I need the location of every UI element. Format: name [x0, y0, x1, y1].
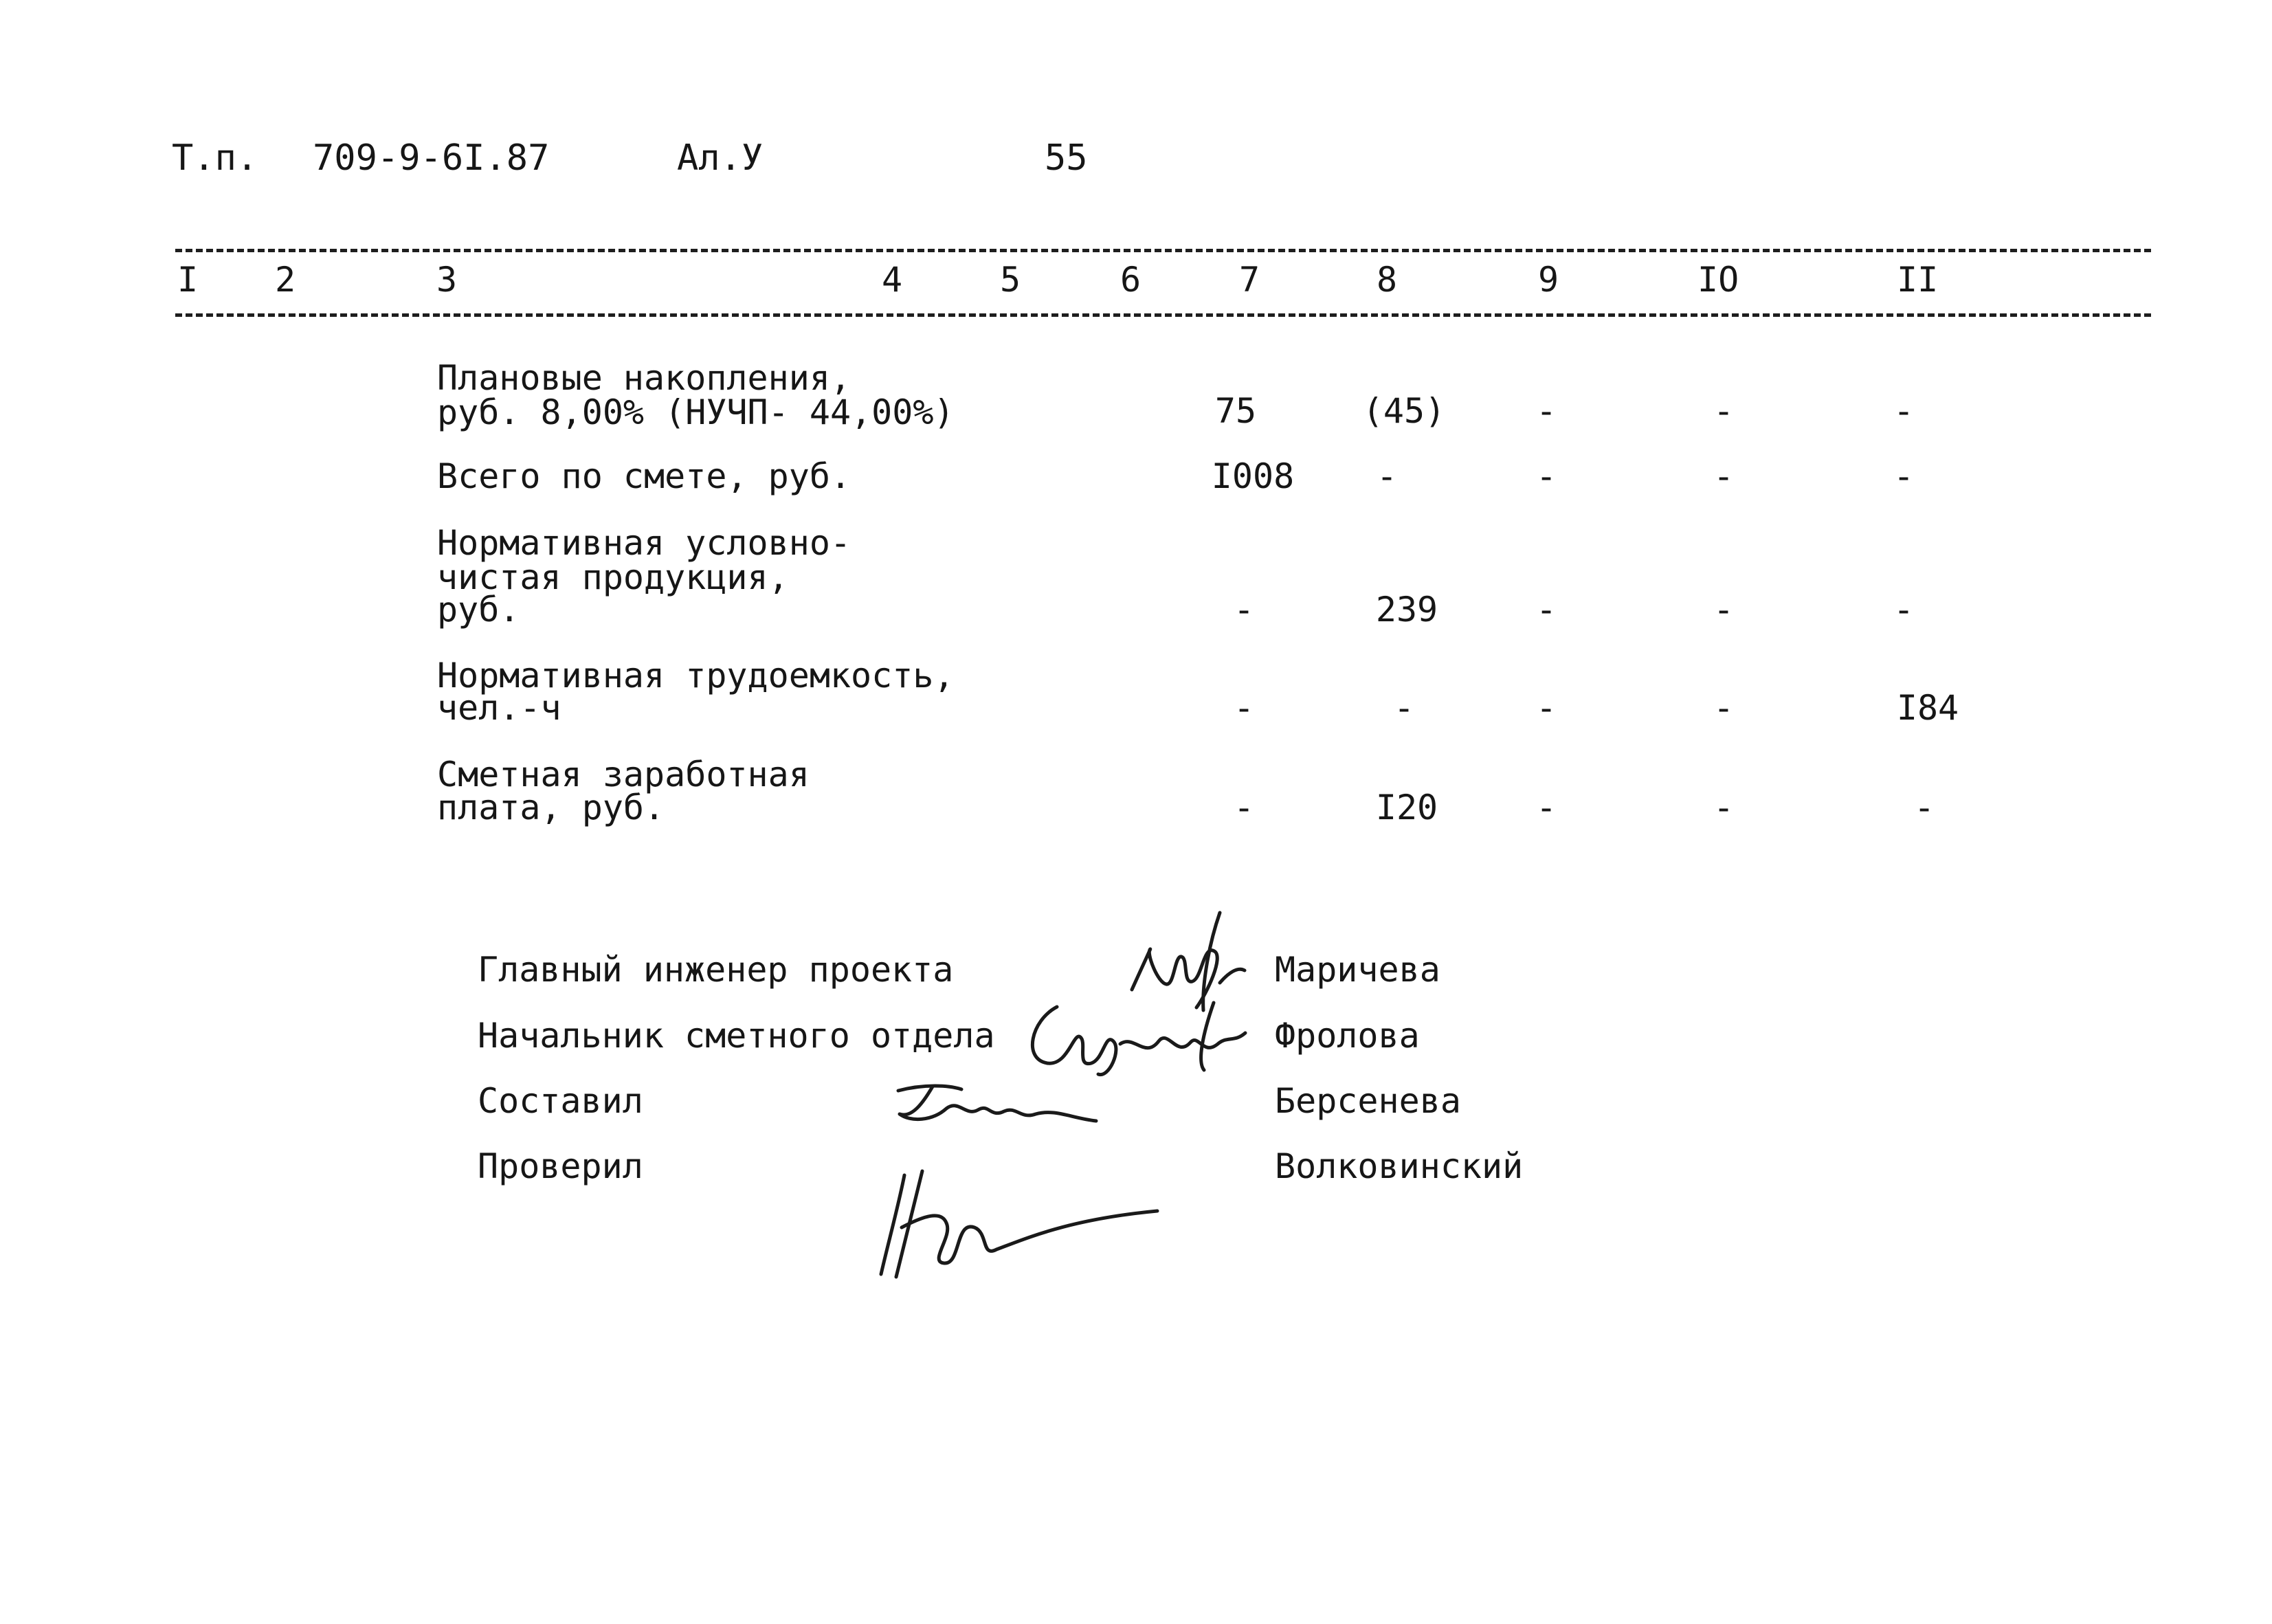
column-header-2: 2 [275, 260, 296, 300]
album-number: Ал.У [677, 137, 764, 179]
page-number: 55 [1045, 137, 1088, 179]
cell-col-11: - [1893, 391, 1915, 431]
handwritten-signature-icon [1017, 993, 1254, 1082]
header-prefix: Т.п. [172, 137, 258, 179]
cell-col-9: - [1535, 590, 1557, 630]
signatory-name: Маричева [1275, 950, 1440, 990]
row-label-line: Сметная заработная [437, 755, 810, 794]
cell-col-11: - [1893, 590, 1915, 630]
row-label-line: чел.-ч [437, 688, 561, 728]
cell-col-7: - [1233, 688, 1255, 728]
column-header-1: I [177, 260, 199, 300]
cell-col-10: - [1713, 590, 1735, 630]
signatory-title: Проверил [478, 1146, 643, 1186]
signatory-title: Составил [478, 1081, 643, 1121]
cell-col-7: 75 [1214, 391, 1257, 431]
row-label-line: плата, руб. [437, 788, 665, 827]
cell-col-8: (45) [1362, 391, 1446, 431]
cell-col-9: - [1535, 456, 1557, 496]
table-top-rule [175, 249, 2151, 252]
signatory-name: Волковинский [1275, 1146, 1524, 1186]
signatory-title: Главный инженер проекта [478, 950, 954, 990]
cell-col-9: - [1535, 391, 1557, 431]
row-label-line: руб. [437, 590, 520, 630]
column-header-4: 4 [882, 260, 903, 300]
handwritten-signature-icon [871, 1161, 1174, 1282]
row-label-line: Всего по смете, руб. [437, 456, 851, 496]
cell-col-11: - [1893, 456, 1915, 496]
table-header-rule [175, 313, 2151, 317]
row-label-line: Нормативная трудоемкость, [437, 656, 955, 696]
row-label-line: руб. 8,00% (НУЧП- 44,00%) [437, 392, 955, 432]
row-label-line: Плановые накопления, [437, 358, 851, 398]
cell-col-7: I008 [1211, 456, 1295, 496]
cell-col-8: I20 [1375, 788, 1438, 827]
column-header-8: 8 [1377, 260, 1398, 300]
column-header-5: 5 [1000, 260, 1021, 300]
cell-col-8: 239 [1375, 590, 1438, 630]
cell-col-10: - [1713, 688, 1735, 728]
cell-col-11: - [1913, 788, 1935, 827]
row-label-line: Нормативная условно- [437, 523, 851, 563]
cell-col-7: - [1233, 590, 1255, 630]
column-header-10: IO [1697, 260, 1739, 300]
column-header-7: 7 [1239, 260, 1260, 300]
column-header-9: 9 [1538, 260, 1559, 300]
project-code: 709-9-6I.87 [313, 137, 550, 179]
column-header-6: 6 [1120, 260, 1141, 300]
cell-col-10: - [1713, 456, 1735, 496]
cell-col-7: - [1233, 788, 1255, 827]
cell-col-8: - [1393, 688, 1415, 728]
cell-col-10: - [1713, 391, 1735, 431]
cell-col-9: - [1535, 688, 1557, 728]
cell-col-10: - [1713, 788, 1735, 827]
signatory-name: Фролова [1275, 1016, 1420, 1056]
cell-col-9: - [1535, 788, 1557, 827]
handwritten-signature-icon [890, 1076, 1113, 1137]
signatory-title: Начальник сметного отдела [478, 1016, 995, 1056]
signatory-name: Берсенева [1275, 1081, 1461, 1121]
cell-col-8: - [1376, 456, 1398, 496]
column-header-11: II [1897, 260, 1939, 300]
cell-col-11: I84 [1896, 688, 1959, 728]
column-header-3: 3 [436, 260, 458, 300]
row-label-line: чистая продукция, [437, 557, 789, 597]
